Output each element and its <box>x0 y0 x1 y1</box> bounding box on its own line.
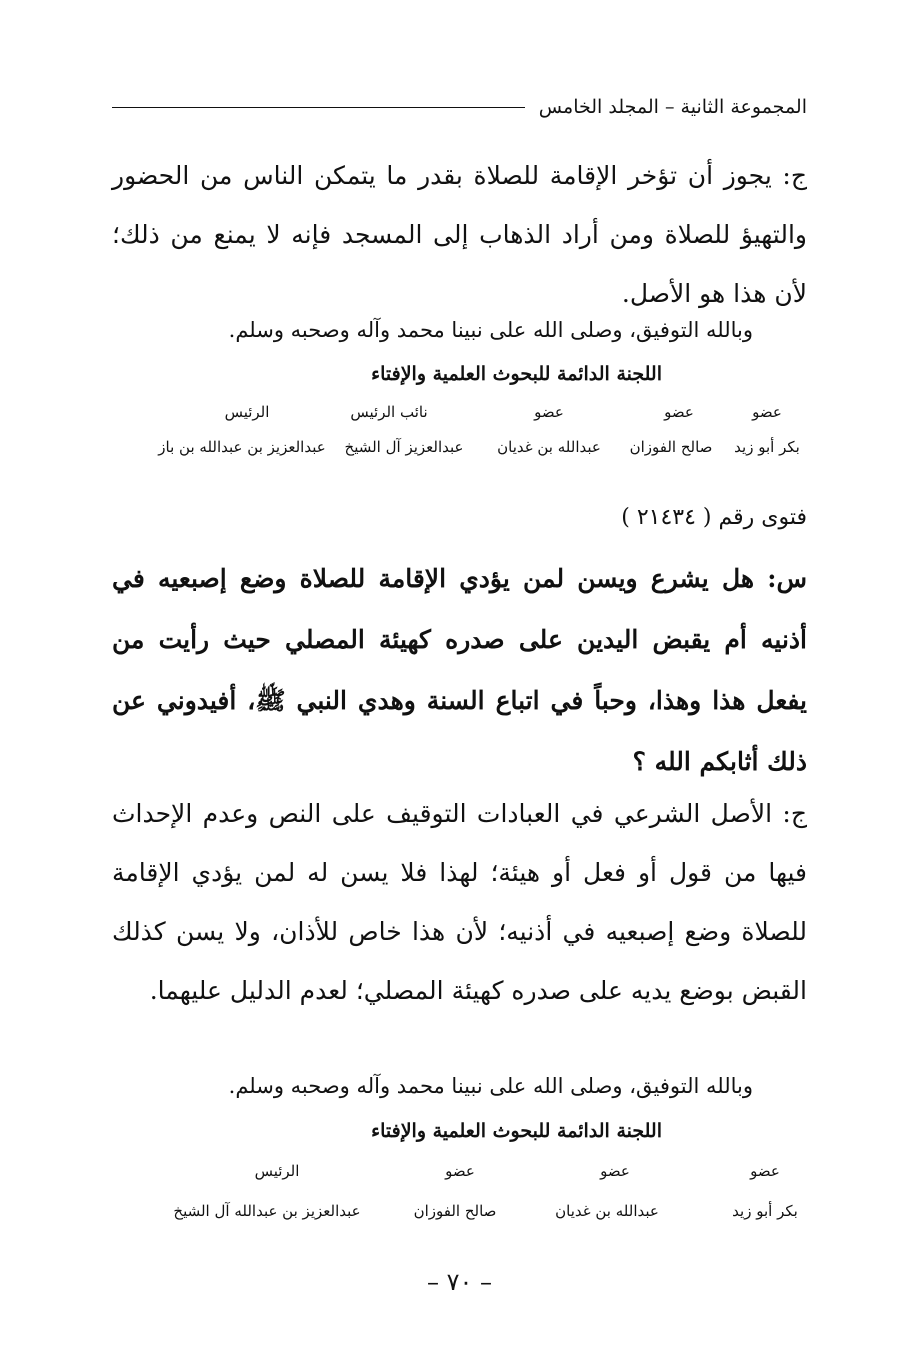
prev-closing-line: وبالله التوفيق، وصلى الله على نبينا محمد وآله وصحبه وسلم. <box>228 318 753 342</box>
sig-name-2: عبدالله بن غديان <box>555 1202 659 1220</box>
header-title: المجموعة الثانية – المجلد الخامس <box>538 96 807 118</box>
running-header <box>112 92 807 122</box>
prev-sig-title-5: الرئيس <box>224 403 270 421</box>
sig-title-1: عضو <box>750 1162 780 1180</box>
prev-sig-name-1: بكر أبو زيد <box>734 438 800 456</box>
prev-sig-name-5: عبدالعزيز بن عبدالله بن باز <box>158 438 326 456</box>
prev-signatory-names <box>112 438 807 462</box>
prev-sig-name-3: عبدالله بن غديان <box>497 438 601 456</box>
signatory-names <box>112 1202 807 1226</box>
signatory-titles <box>112 1162 807 1186</box>
sig-name-3: صالح الفوزان <box>413 1202 497 1220</box>
answer-paragraph: ج: الأصل الشرعي في العبادات التوقيف على النص وعدم الإحداث فيها من قول أو فعل أو هيئة؛ لهذا فلا يسن له لمن يؤدي الإقامة للصلاة وضع إصبعيه في أذنيه؛ لأن هذا خاص للأذان، ولا يسن كذلك القبض بوضع يديه على صدره كهيئة المصلي؛ لعدم الدليل عليهما. <box>112 799 807 1005</box>
question-paragraph: س: هل يشرع ويسن لمن يؤدي الإقامة للصلاة وضع إصبعيه في أذنيه أم يقبض اليدين على صدره كهيئة المصلي حيث رأيت من يفعل هذا وهذا، وحباً في اتباع السنة وهدي النبي ﷺ، أفيدوني عن ذلك أثابكم الله ؟ <box>112 564 807 776</box>
prev-answer-paragraph: ج: يجوز أن تؤخر الإقامة للصلاة بقدر ما يتمكن الناس من الحضور والتهيؤ للصلاة ومن أراد الذهاب إلى المسجد فإنه لا يمنع من ذلك؛ لأن هذا هو الأصل. <box>112 161 807 308</box>
page-number: – ٧٠ – <box>426 1268 493 1296</box>
committee-name: اللجنة الدائمة للبحوث العلمية والإفتاء <box>371 1120 662 1142</box>
sig-title-2: عضو <box>600 1162 630 1180</box>
fatwa-number: فتوى رقم ( ٢١٤٣٤ ) <box>621 505 807 530</box>
prev-sig-title-3: عضو <box>534 403 564 421</box>
prev-sig-title-1: عضو <box>752 403 782 421</box>
sig-name-4: عبدالعزيز بن عبدالله آل الشيخ <box>173 1202 361 1220</box>
prev-sig-name-2: صالح الفوزان <box>629 438 713 456</box>
prev-signatory-titles <box>112 403 807 427</box>
sig-title-3: عضو <box>445 1162 475 1180</box>
sig-name-1: بكر أبو زيد <box>732 1202 798 1220</box>
closing-line: وبالله التوفيق، وصلى الله على نبينا محمد وآله وصحبه وسلم. <box>228 1074 753 1098</box>
sig-title-4: الرئيس <box>254 1162 300 1180</box>
prev-sig-title-2: عضو <box>664 403 694 421</box>
prev-sig-name-4: عبدالعزيز آل الشيخ <box>344 438 464 456</box>
header-rule <box>112 107 525 108</box>
prev-sig-title-4: نائب الرئيس <box>350 403 428 421</box>
prev-committee-name: اللجنة الدائمة للبحوث العلمية والإفتاء <box>371 363 662 385</box>
